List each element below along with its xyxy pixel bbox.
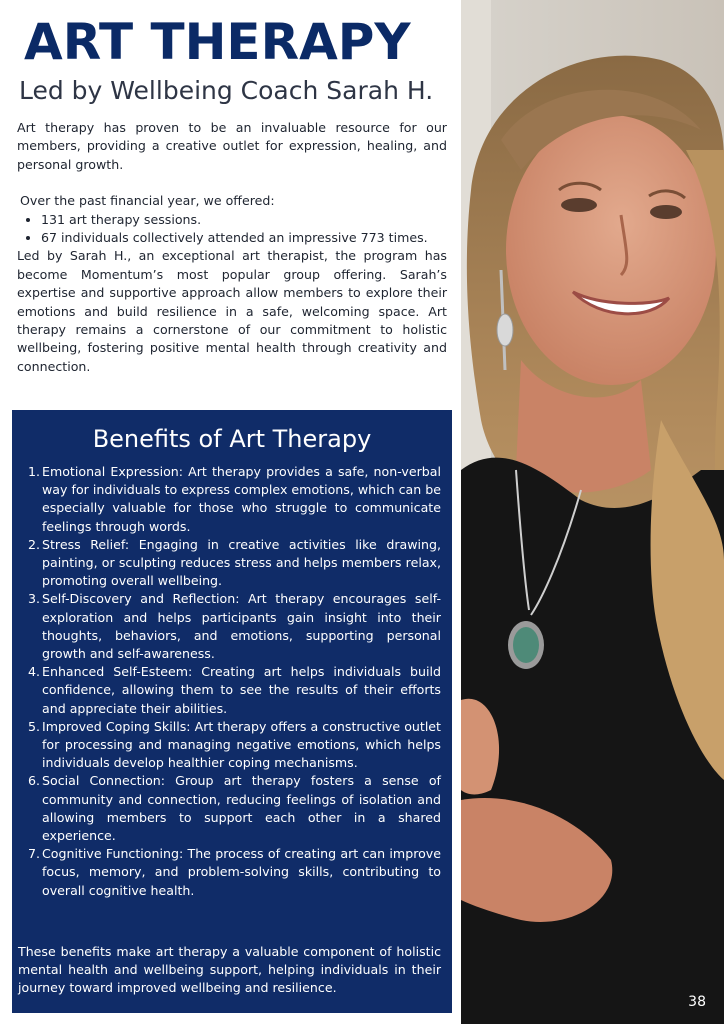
benefit-number: 2. [27, 536, 40, 552]
benefit-item [18, 463, 441, 536]
benefit-item [18, 590, 441, 663]
benefit-text: Self-Discovery and Reflection: Art therapy encourages self-exploration and helps participants gain insight into their thoughts, behaviors, and emotions, supporting personal growth and self-awareness. [42, 591, 441, 662]
benefits-panel [12, 410, 452, 1013]
benefit-text: Emotional Expression: Art therapy provides a safe, non-verbal way for individuals to express complex emotions, which can be especially valuable for those who struggle to communicate feelings through words. [42, 464, 441, 534]
benefit-item [18, 536, 441, 591]
portrait-photo [461, 0, 724, 1024]
benefits-title: Benefits of Art Therapy [92, 425, 372, 453]
benefit-item [18, 772, 441, 845]
benefit-text: Cognitive Functioning: The process of creating art can improve focus, memory, and problem-solving skills, contributing to overall cognitive health. [42, 846, 441, 898]
offered-heading: Over the past financial year, we offered: [20, 193, 275, 209]
benefit-number: 3. [27, 591, 40, 607]
benefit-number: 4. [27, 664, 40, 680]
portrait-illustration [461, 0, 724, 1024]
page-title: ART THERAPY [24, 13, 411, 71]
benefit-text: Improved Coping Skills: Art therapy offers a constructive outlet for processing and managing negative emotions, which helps individuals develop healthier coping mechanisms. [42, 718, 441, 771]
spacer [17, 174, 447, 192]
intro-paragraph: Art therapy has proven to be an invaluable resource for our members, providing a creative outlet for expression, healing, and personal growth. [17, 120, 447, 172]
intro-section [17, 119, 447, 376]
benefit-number: 5. [27, 718, 40, 734]
benefit-item [18, 845, 441, 900]
benefit-text: Stress Relief: Engaging in creative activities like drawing, painting, or sculpting reduces stress and helps members relax, promoting overall wellbeing. [42, 536, 441, 589]
benefit-number: 6. [27, 773, 40, 789]
program-paragraph: Led by Sarah H., an exceptional art therapist, the program has become Momentum’s most popular group offering. Sarah’s expertise and supportive approach allow members to explore their emotions and build resilience in a safe, welcoming space. Art therapy remains a cornerstone of our commitment to holistic wellbeing, fostering positive mental health through creativity and connection. [17, 248, 447, 374]
benefit-item [18, 718, 441, 773]
benefit-text: Social Connection: Group art therapy fosters a sense of community and connection, reducing feelings of isolation and allowing members to support each other in a shared experience. [42, 773, 441, 844]
benefit-number: 7. [27, 846, 40, 862]
benefits-list [18, 463, 441, 900]
offered-item: • 67 individuals collectively attended an impressive 773 times. [41, 229, 447, 247]
page-subtitle: Led by Wellbeing Coach Sarah H. [19, 76, 434, 105]
benefits-closing: These benefits make art therapy a valuable component of holistic mental health and wellbeing support, helping individuals in their journey toward improved wellbeing and resilience. [18, 944, 441, 996]
page-number: 38 [688, 994, 706, 1010]
benefit-item [18, 663, 441, 718]
offered-list [17, 211, 447, 248]
offered-item: • 131 art therapy sessions. [41, 211, 447, 229]
benefit-text: Enhanced Self-Esteem: Creating art helps individuals build confidence, allowing them to see the results of their efforts and appreciate their abilities. [42, 664, 441, 716]
benefit-number: 1. [27, 464, 40, 479]
